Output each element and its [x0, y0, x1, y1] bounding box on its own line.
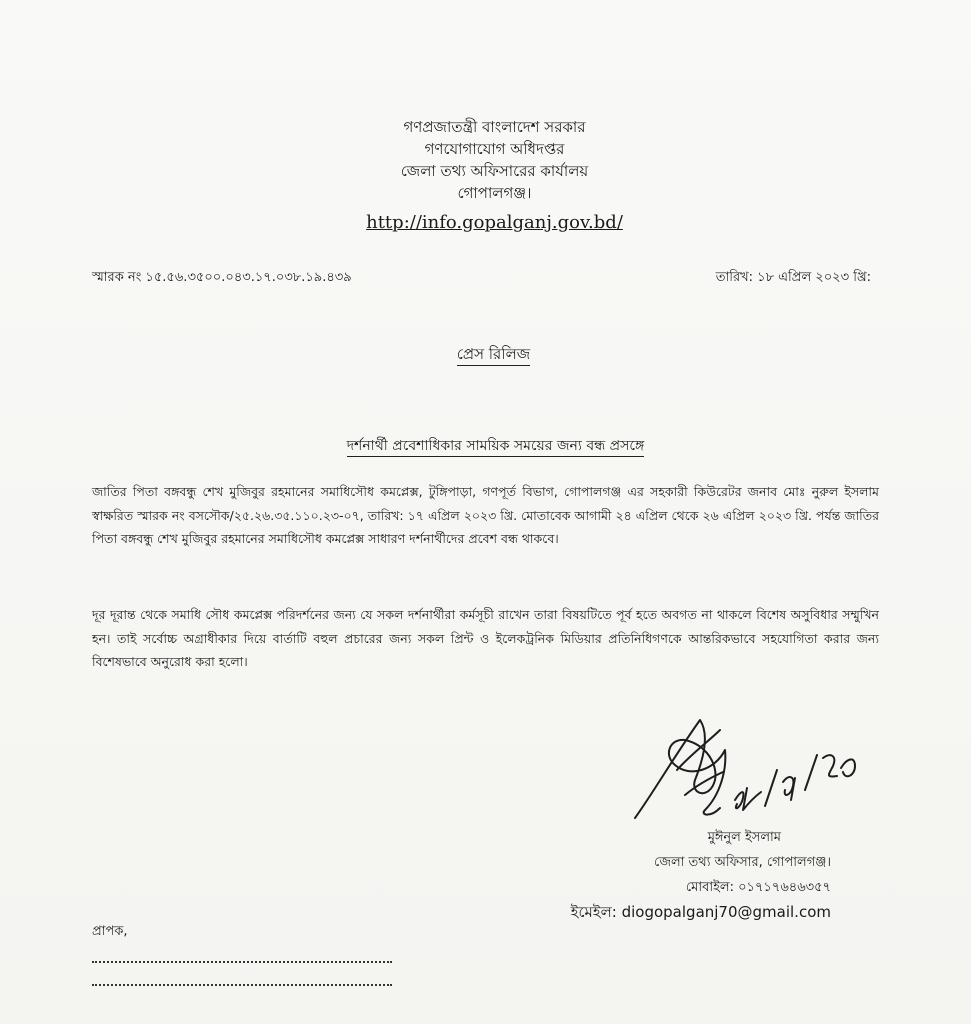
- signatory-block: [571, 825, 831, 925]
- office-website-link[interactable]: http://info.gopalganj.gov.bd/: [366, 212, 623, 233]
- signatory-mobile: মোবাইল: ০১৭১৭৬৪৬৩৫৭: [685, 880, 831, 895]
- signature-stroke: [735, 788, 761, 810]
- signature-stroke: [765, 770, 777, 806]
- recipient-label: প্রাপক,: [92, 924, 128, 939]
- issue-date: তারিখ: ১৮ এপ্রিল ২০২৩ খ্রি:: [715, 270, 871, 285]
- department-name: গণযোগাযোগ অধিদপ্তর: [424, 140, 565, 158]
- office-location: গোপালগঞ্জ।: [457, 184, 532, 202]
- recipient-line-1: [92, 960, 392, 963]
- document-title: [0, 343, 971, 368]
- signatory-name: মুঈনুল ইসলাম: [707, 830, 781, 845]
- body-paragraph-2: দূর দূরান্ত থেকে সমাধি সৌধ কমপ্লেক্স পরিদর্শনের জন্য যে সকল দর্শনার্থীরা কর্মসূচী রাখেন তারা বিষয়টিতে পূর্ব হতে অবগত না থাকলে বিশেষ অসুবিধার সম্মুখিন হন। তাই সর্বোচ্চ অগ্রাধীকার দিয়ে বার্তাটি বহুল প্রচারের জন্য সকল প্রিন্ট ও ইলেকট্রনিক মিডিয়ার প্রতিনিধিগণকে আন্তরিকভাবে সহযোগিতা করার জন্য বিশেষভাবে অনুরোধ করা হলো।: [92, 607, 879, 669]
- signatory-designation: জেলা তথ্য অফিসার, গোপালগঞ্জ।: [654, 855, 831, 870]
- press-release-heading: প্রেস রিলিজ: [457, 345, 530, 366]
- recipient-line-2: [92, 983, 392, 986]
- signatory-email[interactable]: ইমেইল: diogopalganj70@gmail.com: [570, 903, 831, 921]
- letterhead: [0, 116, 971, 236]
- signature-stroke: [805, 755, 817, 790]
- body-paragraph-1: জাতির পিতা বঙ্গবন্ধু শেখ মুজিবুর রহমানের সমাধিসৌধ কমপ্লেক্স, টুঙ্গিপাড়া, গণপূর্ত বিভাগ, গোপালগঞ্জ এর সহকারী কিউরেটর জনাব মোঃ নুরুল ইসলাম স্বাক্ষরিত স্মারক নং বসসৌক/২৫.২৬.৩৫.১১০.২৩-০৭, তারিখ: ১৭ এপ্রিল ২০২৩ খ্রি. মোতাবেক আগামী ২৪ এপ্রিল থেকে ২৬ এপ্রিল ২০২৩ খ্রি. পর্যন্ত জাতির পিতা বঙ্গবন্ধু শেখ মুজিবুর রহমানের সমাধিসৌধ কমপ্লেক্স সাধারণ দর্শনার্থীদের প্রবেশ বন্ধ থাকবে।: [92, 484, 879, 546]
- signature-stroke: [823, 755, 855, 776]
- signature-stroke: [783, 777, 795, 800]
- signature-stroke: [635, 720, 725, 818]
- handwritten-signature: [615, 700, 875, 840]
- subject-text: দর্শনার্থী প্রবেশাধিকার সাময়িক সময়ের জন্য বন্ধ প্রসঙ্গে: [347, 438, 645, 457]
- office-name: জেলা তথ্য অফিসারের কার্যালয়: [400, 162, 589, 180]
- subject-line: [0, 434, 971, 458]
- memo-number: স্মারক নং ১৫.৫৬.৩৫০০.০৪৩.১৭.০৩৮.১৯.৪৩৯: [92, 270, 352, 285]
- govt-name: গণপ্রজাতন্ত্রী বাংলাদেশ সরকার: [403, 118, 586, 136]
